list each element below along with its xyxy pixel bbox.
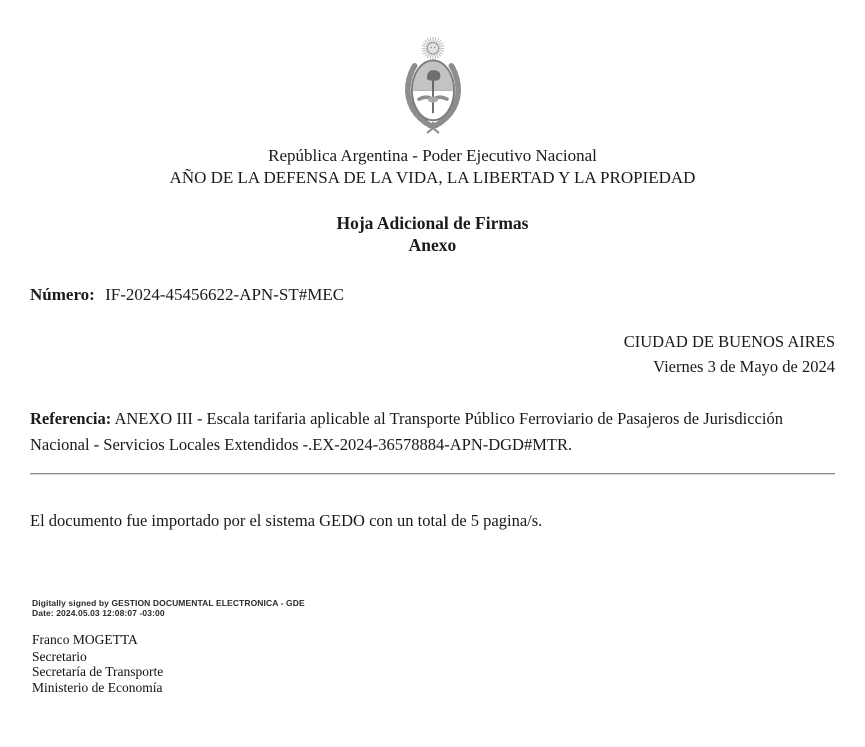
gov-line-republic: República Argentina - Poder Ejecutivo Nacional xyxy=(268,146,597,165)
signer-name: Franco MOGETTA xyxy=(32,632,138,647)
signer-title: Secretario xyxy=(32,649,87,665)
document-subtitle: Anexo xyxy=(408,235,457,255)
digital-signature-stamp xyxy=(32,598,305,618)
referencia-label: Referencia: xyxy=(30,409,112,428)
argentina-coat-of-arms-icon xyxy=(389,36,477,136)
place-date-block xyxy=(30,329,835,379)
document-number-line xyxy=(30,285,835,305)
numero-label: Número: xyxy=(30,285,95,304)
import-note: El documento fue importado por el sistema GEDO con un total de 5 pagina/s. xyxy=(30,511,543,530)
separator-rule xyxy=(30,473,835,475)
digital-signature-line-2: Date: 2024.05.03 12:08:07 -03:00 xyxy=(32,608,165,618)
numero-value: IF-2024-45456622-APN-ST#MEC xyxy=(105,285,345,304)
referencia-paragraph xyxy=(30,406,835,458)
gov-line-year-motto: AÑO DE LA DEFENSA DE LA VIDA, LA LIBERTAD Y LA PROPIEDAD xyxy=(169,168,696,187)
digital-signature-line-1: Digitally signed by GESTION DOCUMENTAL ELECTRONICA - GDE xyxy=(32,598,305,608)
date-line: Viernes 3 de Mayo de 2024 xyxy=(653,357,835,376)
referencia-text: ANEXO III - Escala tarifaria aplicable al Transporte Público Ferroviario de Pasajeros de Jurisdicción Nacional - Servicios Locales Extendidos -.EX-2024-36578884-APN-DGD#MTR. xyxy=(30,409,783,454)
signer-ministry: Ministerio de Economía xyxy=(32,679,163,695)
signer-block xyxy=(32,632,163,695)
city-line: CIUDAD DE BUENOS AIRES xyxy=(623,332,835,351)
document-title: Hoja Adicional de Firmas xyxy=(336,213,529,233)
signer-office: Secretaría de Transporte xyxy=(32,664,164,680)
emblem-container xyxy=(30,0,835,141)
